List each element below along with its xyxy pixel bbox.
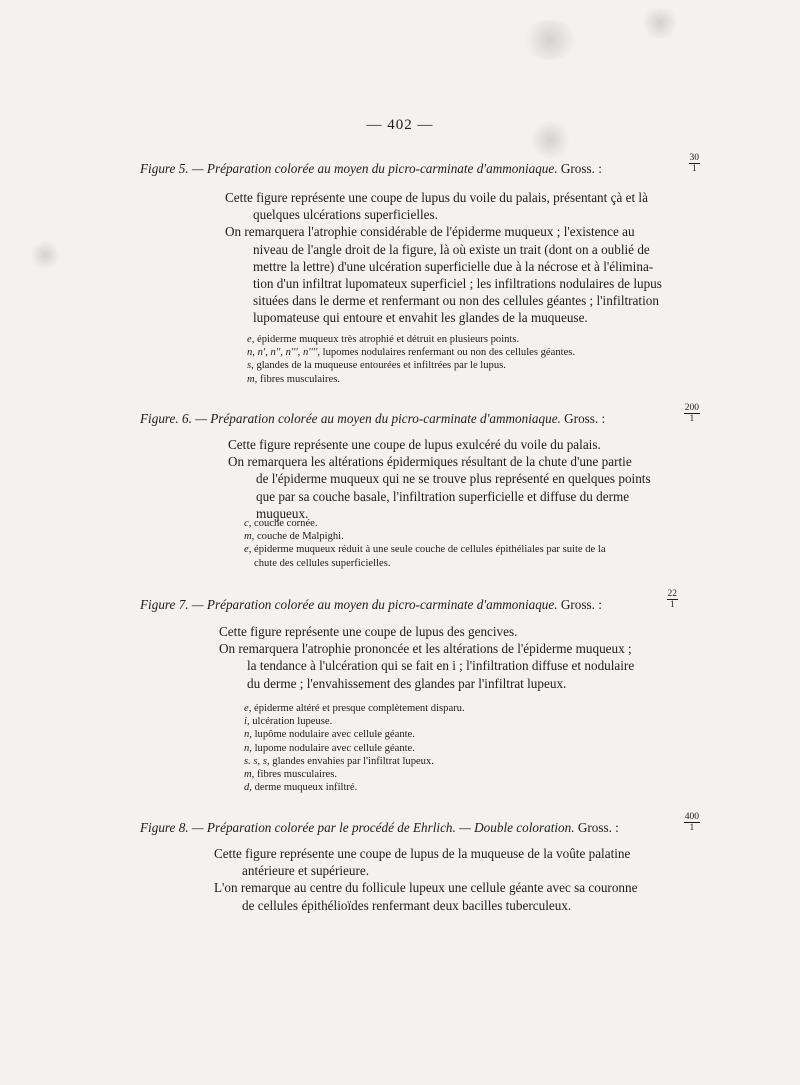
figure-title: — Préparation colorée par le procédé de Ehrlich. — Double coloration. [191,820,575,835]
figure-5-block [140,153,700,178]
legend-item: m, fibres musculaires. [244,769,337,781]
legend-item: s. s, s, glandes envahies par l'infiltrat lupeux. [244,755,434,767]
figure-5-heading [140,153,700,178]
figure-7-text: Cette figure représente une coupe de lupus des gencives. On remarquera l'atrophie prononcée et les altérations de l'épiderme muqueux ; la tendance à l'ulcération qui se fait en i ; l'infiltration diffuse et nodulaire du derme ; l'envahissement des glandes par l'infiltrat lupeux. [219,624,635,691]
gross-label: Gross. : [560,161,602,176]
legend-item: n, lupome nodulaire avec cellule géante. [244,742,415,754]
figure-label: Figure. 6. [140,411,192,426]
scan-speck [30,240,60,270]
gross-label: Gross. : [577,820,619,835]
legend-item: n, lupôme nodulaire avec cellule géante. [244,729,415,741]
legend-item: i, ulcération lupeuse. [244,716,333,728]
legend-item: e, épiderme muqueux très atrophié et détruit en plusieurs points. [247,334,520,345]
magnification: $\frac{400}{1}$ [684,812,699,833]
figure-7-heading [140,589,700,614]
legend-item: e, épiderme altéré et presque complètement disparu. [244,703,465,714]
figure-8-text: Cette figure représente une coupe de lupus de la muqueuse de la voûte palatine antérieure et supérieure. L'on remarque au centre du follicule lupeux une cellule géante avec sa couronne de cellules épithélioïdes renfermant deux bacilles tuberculeux. [214,846,638,913]
magnification: $\frac{22}{1}$ [667,589,677,610]
figure-5-legend [247,333,707,386]
figure-6-text: Cette figure représente une coupe de lupus exulcéré du voile du palais. On remarquera les altérations épidermiques résultant de la chute d'une partie de l'épiderme muqueux qui ne se trouve plus représenté en quelques points que par sa couche basale, l'infiltration superficielle et diffuse du derme muqueux. [228,437,651,521]
figure-8-heading [140,812,700,837]
legend-item: m, couche de Malpighi. [244,531,344,543]
figure-7-block [140,589,700,614]
figure-6-heading [140,403,700,428]
legend-item: d, derme muqueux infiltré. [244,782,358,794]
figure-6-block [140,403,700,428]
page-number: — 402 — [366,117,434,133]
figure-7-legend [244,702,704,794]
gross-label: Gross. : [564,411,606,426]
legend-item: c, couche cornée. [244,518,318,529]
figure-8-block [140,812,700,837]
magnification: $\frac{200}{1}$ [684,403,699,424]
magnification: $\frac{30}{1}$ [689,153,699,174]
legend-item: s, glandes de la muqueuse entourées et infiltrées par le lupus. [247,360,506,372]
legend-item: chute des cellules superficielles. [254,557,391,569]
figure-label: Figure 5. [140,161,189,176]
gross-label: Gross. : [560,597,602,612]
figure-title: — Préparation colorée au moyen du picro-carminate d'ammoniaque. [191,597,558,612]
legend-item: n, n', n'', n''', n'''', lupomes nodulaires renfermant ou non des cellules géantes. [247,347,576,359]
figure-title: — Préparation colorée au moyen du picro-carminate d'ammoniaque. [195,411,561,426]
scan-speck [520,20,580,60]
figure-label: Figure 7. [140,597,189,612]
legend-item: e, épiderme muqueux réduit à une seule couche de cellules épithéliales par suite de la [244,544,606,556]
figure-6-legend [244,517,714,570]
figure-label: Figure 8. [140,820,189,835]
figure-5-text: Cette figure représente une coupe de lupus du voile du palais, présentant çà et là quelques ulcérations superficielles. On remarquera l'atrophie considérable de l'épiderme muqueux ; l'existence au niveau de l'angle droit de la figure, là où existe un trait (dont on a oublié de mettre la lettre) d'une ulcération superficielle due à la nécrose et à l'élimina- tion d'un infiltrat lupomateux superficiel ; les infiltrations nodulaires de lupus situées dans le derme et renfermant ou non des cellules géantes ; l'infiltration lupomateuse qui entoure et envahit les glandes de la muqueuse. [225,190,662,326]
figure-title: — Préparation colorée au moyen du picro-carminate d'ammoniaque. [191,161,558,176]
legend-item: m, fibres musculaires. [247,373,340,385]
scan-speck [640,8,680,38]
